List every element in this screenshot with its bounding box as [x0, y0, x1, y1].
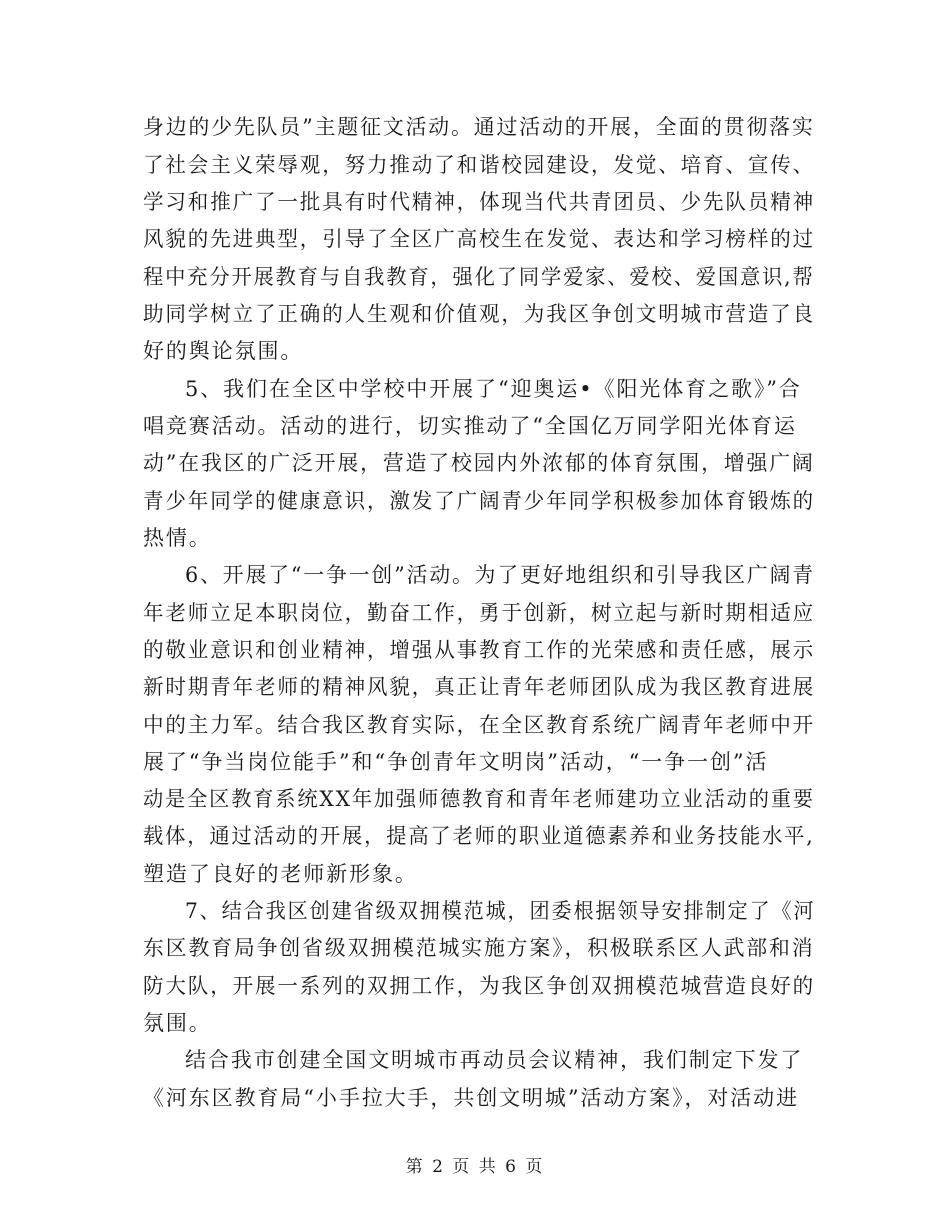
text-line: 新时期青年老师的精神风貌，真正让青年老师团队成为我区教育进展 [143, 675, 816, 699]
text-line: 身边的少先队员”主题征文活动。通过活动的开展，全面的贯彻落实 [143, 115, 815, 139]
paragraph-first-line: 7、结合我区创建省级双拥模范城，团委根据领导安排制定了《河 [185, 899, 816, 923]
text-line: 的敬业意识和创业精神，增强从事教育工作的光荣感和责任感，展示 [143, 638, 816, 662]
text-line: 防大队，开展一系列的双拥工作，为我区争创双拥模范城营造良好的 [143, 974, 816, 998]
text-line: 风貌的先进典型，引导了全区广高校生在发觉、表达和学习榜样的过 [143, 227, 816, 251]
text-line: 展了“争当岗位能手”和“争创青年文明岗”活动，“一争一创”活 [143, 750, 769, 774]
text-line: 动”在我区的广泛开展，营造了校园内外浓郁的体育氛围，增强广阔 [143, 451, 815, 475]
text-line: 青少年同学的健康意识，激发了广阔青少年同学积极参加体育锻炼的 [143, 489, 816, 513]
text-line: 程中充分开展教育与自我教育，强化了同学爱家、爱校、爱国意识,帮 [143, 265, 815, 289]
text-line: 载体，通过活动的开展，提高了老师的职业道德素养和业务技能水平, [143, 824, 815, 848]
text-line: 动是全区教育系统XX年加强师德教育和青年老师建功立业活动的重要 [143, 787, 815, 811]
paragraph-first-line: 6、开展了“一争一创”活动。为了更好地组织和引导我区广阔青 [185, 563, 815, 587]
text-line: 好的舆论氛围。 [143, 339, 304, 363]
text-line: 助同学树立了正确的人生观和价值观，为我区争创文明城市营造了良 [143, 302, 816, 326]
text-line: 年老师立足本职岗位，勤奋工作，勇于创新，树立起与新时期相适应 [143, 601, 816, 625]
text-line: 塑造了良好的老师新形象。 [143, 862, 418, 886]
paragraph-first-line: 5、我们在全区中学校中开展了“迎奥运•《阳光体育之歌》”合 [185, 377, 802, 401]
text-line: 东区教育局争创省级双拥模范城实施方案》，积极联系区人武部和消 [143, 936, 815, 960]
page-number-footer: 第 2 页 共 6 页 [405, 1157, 545, 1177]
text-line: 《河东区教育局“小手拉大手，共创文明城”活动方案》，对活动进 [143, 1086, 799, 1110]
text-line: 氛围。 [143, 1011, 212, 1035]
text-line: 了社会主义荣辱观，努力推动了和谐校园建设，发觉、培育、宣传、 [143, 153, 816, 177]
text-line: 唱竞赛活动。活动的进行，切实推动了“全国亿万同学阳光体育运 [143, 414, 797, 438]
text-line: 热情。 [143, 526, 212, 550]
text-line: 中的主力军。结合我区教育实际，在全区教育系统广阔青年老师中开 [143, 713, 816, 737]
text-line: 学习和推广了一批具有时代精神，体现当代共青团员、少先队员精神 [143, 190, 816, 214]
paragraph-first-line: 结合我市创建全国文明城市再动员会议精神，我们制定下发了 [185, 1048, 804, 1072]
